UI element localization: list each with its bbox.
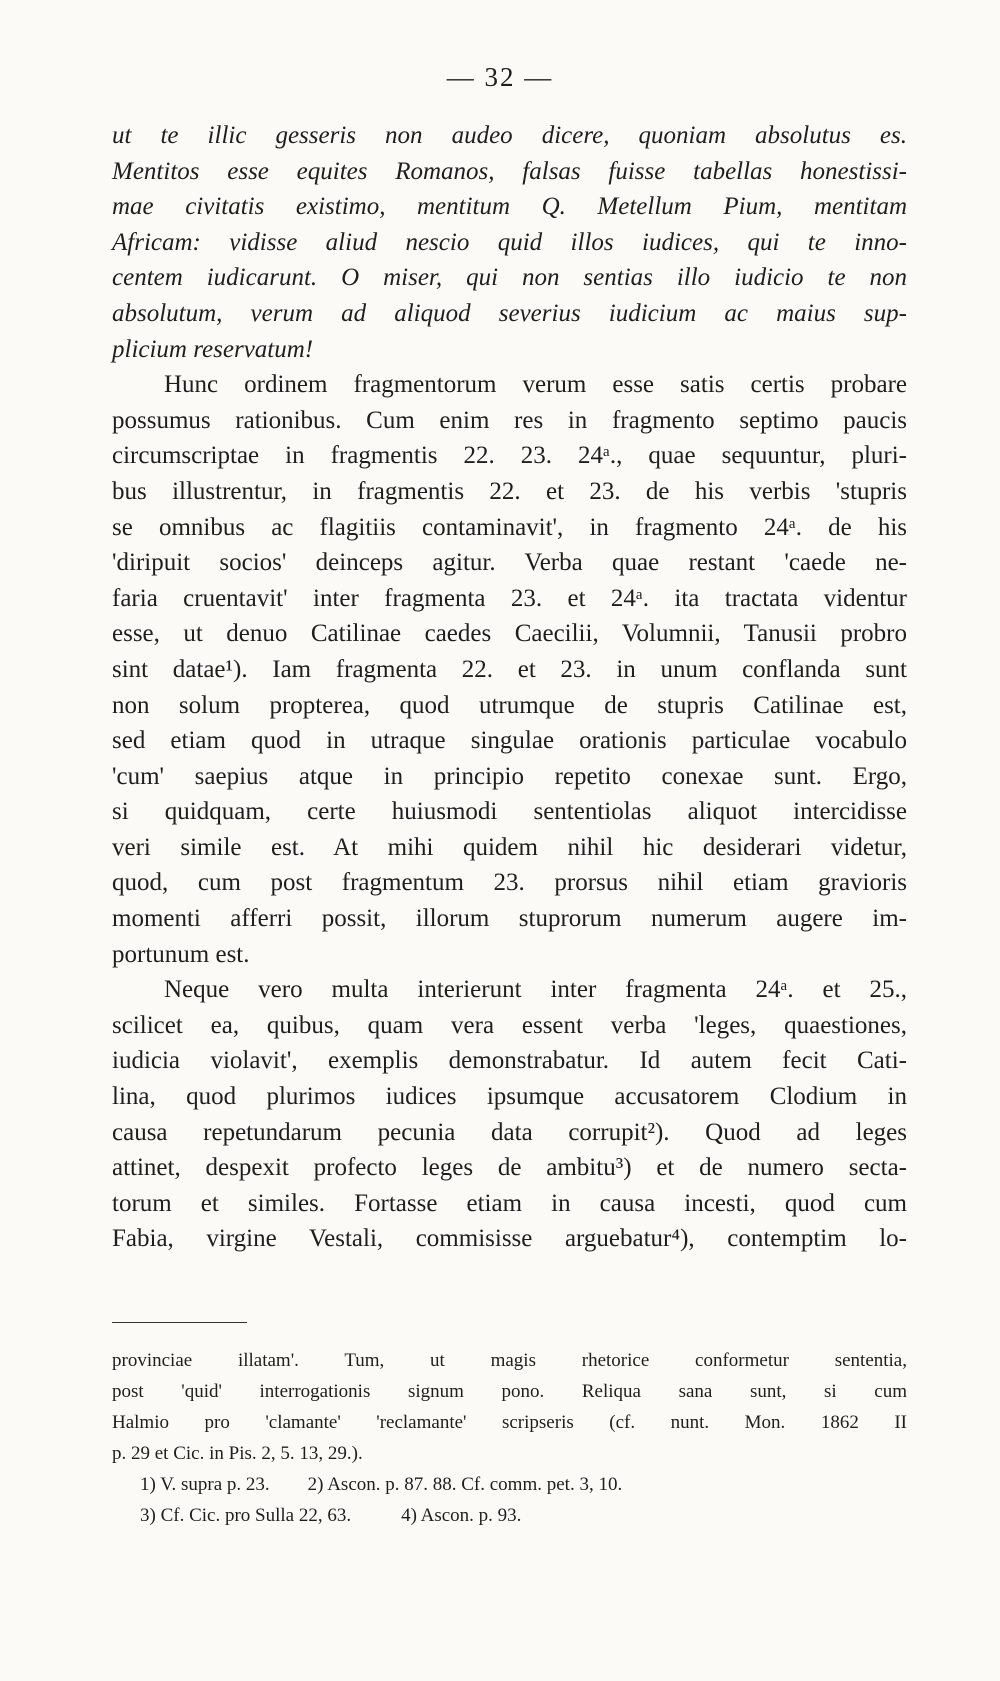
body-line: causa repetundarum pecunia data corrupit²). Quod ad leges	[112, 1118, 907, 1146]
footnote-line: provinciae illatam'. Tum, ut magis rhetorice conformetur sententia,	[112, 1350, 907, 1371]
body-line: lina, quod plurimos iudices ipsumque accusatorem Clodium in	[112, 1083, 907, 1111]
body-line: quod, cum post fragmentum 23. prorsus nihil etiam gravioris	[112, 869, 907, 897]
page-number: — 32 —	[446, 62, 554, 92]
body-line: sed etiam quod in utraque singulae orationis particulae vocabulo	[112, 727, 907, 755]
body-line: momenti afferri possit, illorum stuprorum numerum augere im-	[112, 905, 907, 933]
body-line: esse, ut denuo Catilinae caedes Caecilii, Volumnii, Tanusii probro	[112, 620, 907, 648]
body-line: iudicia violavit', exemplis demonstrabatur. Id autem fecit Cati-	[112, 1047, 907, 1075]
footnote-2: 2) Ascon. p. 87. 88. Cf. comm. pet. 3, 10.	[307, 1474, 623, 1495]
footnote-3: 3) Cf. Cic. pro Sulla 22, 63.	[140, 1505, 352, 1526]
paragraph-start-line: Neque vero multa interierunt inter fragmenta 24ᵃ. et 25.,	[164, 976, 907, 1004]
footnote-line: p. 29 et Cic. in Pis. 2, 5. 13, 29.).	[112, 1443, 363, 1464]
body-line: Fabia, virgine Vestali, commisisse arguebatur⁴), contemptim lo-	[112, 1225, 907, 1253]
body-line: bus illustrentur, in fragmentis 22. et 23. de his verbis 'stupris	[112, 477, 907, 505]
footnote-1: 1) V. supra p. 23.	[140, 1474, 270, 1495]
footnotes	[112, 1345, 907, 1531]
body-line: absolutum, verum ad aliquod severius iudicium ac maius sup-	[112, 299, 907, 327]
body-line: scilicet ea, quibus, quam vera essent verba 'leges, quaestiones,	[112, 1011, 907, 1039]
body-text	[112, 118, 907, 1257]
body-line: se omnibus ac flagitiis contaminavit', in fragmento 24ᵃ. de his	[112, 513, 907, 541]
footnote-divider	[112, 1322, 247, 1323]
body-line: circumscriptae in fragmentis 22. 23. 24ᵃ., quae sequuntur, pluri-	[112, 442, 907, 470]
body-line: ut te illic gesseris non audeo dicere, quoniam absolutus es.	[112, 122, 907, 149]
footnote-line: Halmio pro 'clamante' 'reclamante' scripseris (cf. nunt. Mon. 1862 II	[112, 1412, 907, 1433]
body-line: faria cruentavit' inter fragmenta 23. et 24ᵃ. ita tractata videntur	[112, 584, 907, 612]
body-line: attinet, despexit profecto leges de ambitu³) et de numero secta-	[112, 1154, 907, 1182]
body-line: plicium reservatum!	[112, 335, 314, 363]
body-line: Africam: vidisse aliud nescio quid illos iudices, qui te inno-	[112, 228, 907, 256]
footnote-4: 4) Ascon. p. 93.	[401, 1505, 522, 1526]
paragraph-start-line: Hunc ordinem fragmentorum verum esse satis certis probare	[164, 371, 907, 399]
body-line: si quidquam, certe huiusmodi sententiolas aliquot intercidisse	[112, 798, 907, 826]
body-line: non solum propterea, quod utrumque de stupris Catilinae est,	[112, 691, 907, 719]
footnote-refs-row	[112, 1469, 907, 1500]
body-line: 'diripuit socios' deinceps agitur. Verba quae restant 'caede ne-	[112, 549, 907, 577]
body-line: 'cum' saepius atque in principio repetito conexae sunt. Ergo,	[112, 762, 907, 790]
body-line: possumus rationibus. Cum enim res in fragmento septimo paucis	[112, 406, 907, 434]
body-line: Mentitos esse equites Romanos, falsas fuisse tabellas honestissi-	[112, 157, 907, 185]
body-line: veri simile est. At mihi quidem nihil hic desiderari videtur,	[112, 833, 907, 861]
body-line: centem iudicarunt. O miser, qui non sentias illo iudicio te non	[112, 264, 907, 292]
body-line: portunum est.	[112, 940, 250, 968]
body-line: sint datae¹). Iam fragmenta 22. et 23. in unum conflanda sunt	[112, 655, 907, 683]
body-line: torum et similes. Fortasse etiam in causa incesti, quod cum	[112, 1189, 907, 1217]
footnote-line: post 'quid' interrogationis signum pono. Reliqua sana sunt, si cum	[112, 1381, 907, 1402]
footnote-refs-row	[112, 1500, 907, 1531]
body-line: mae civitatis existimo, mentitum Q. Metellum Pium, mentitam	[112, 193, 907, 221]
